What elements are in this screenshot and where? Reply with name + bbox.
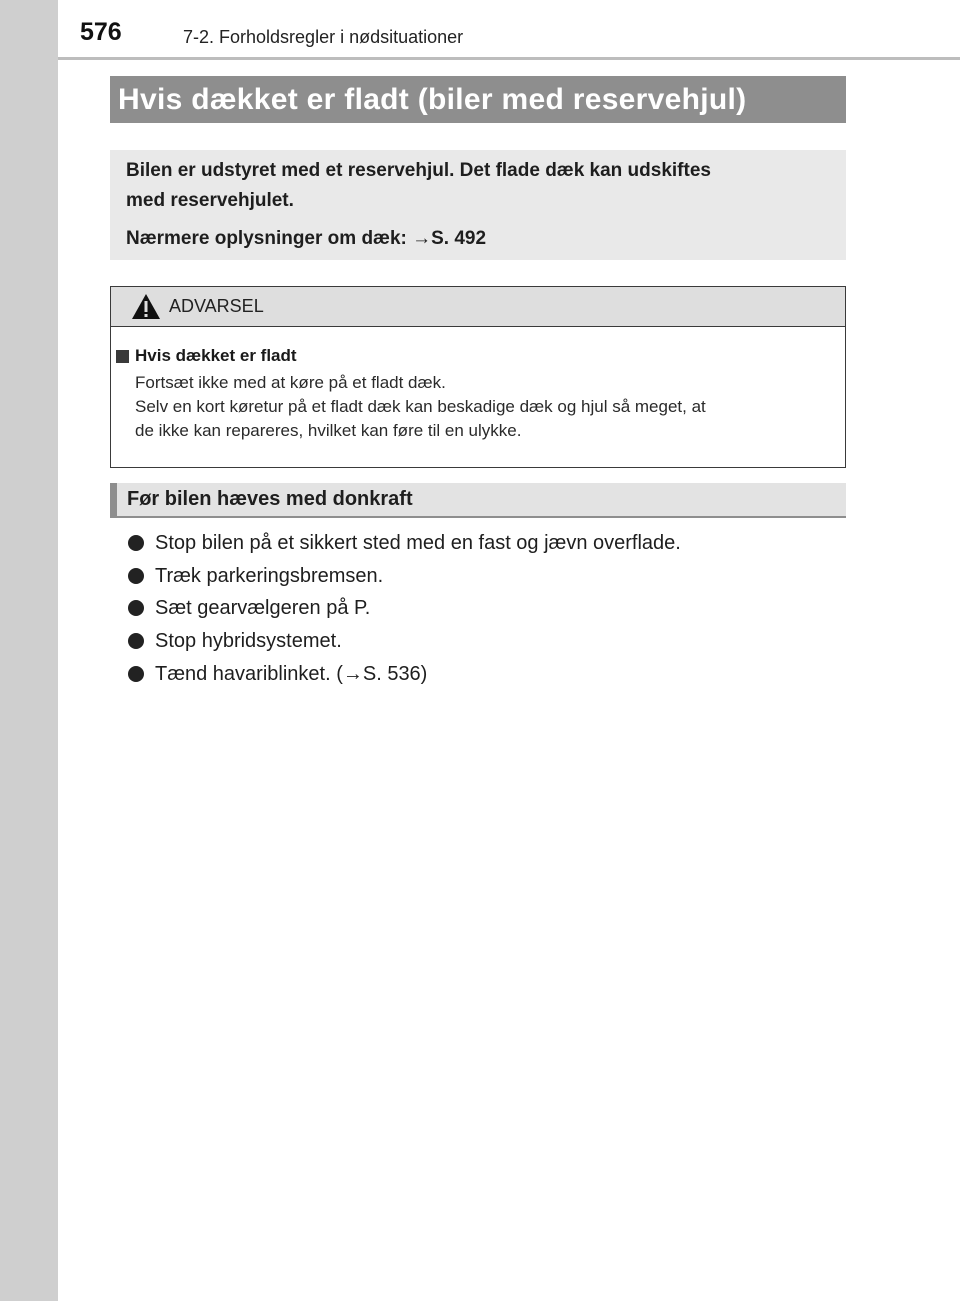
page-title: Hvis dækket er fladt (biler med reservehjul) [110,76,846,123]
list-item [127,658,847,691]
page-number: 576 [80,18,122,46]
list-item [127,625,847,658]
heading-accent-bar [110,483,117,516]
list-item [127,592,847,625]
intro-line-2: med reservehjulet. [126,190,294,211]
square-bullet-icon [116,350,129,363]
warning-line-2: Selv en kort køretur på et fladt dæk kan beskadige dæk og hjul så meget, at [135,397,706,416]
warning-line-3: de ikke kan repareres, hvilket kan føre til en ulykke. [135,421,522,440]
intro-box [110,150,846,260]
page-edge-bar [0,0,58,1301]
bullet-icon [128,600,144,616]
list-item-text: Stop hybridsystemet. [155,630,342,653]
bullet-icon [128,633,144,649]
section-path: 7-2. Forholdsregler i nødsituationer [183,27,464,47]
intro-reference: Nærmere oplysninger om dæk: →S. 492 [126,228,487,249]
bullet-icon [128,535,144,551]
warning-subheading [111,343,845,369]
list-item [127,527,847,560]
warning-box [110,286,846,468]
warning-label: ADVARSEL [169,296,264,316]
step-list [127,527,847,691]
list-item [127,560,847,593]
warning-line-1: Fortsæt ikke med at køre på et fladt dæk. [135,373,446,392]
intro-line-1: Bilen er udstyret med et reservehjul. Det flade dæk kan udskiftes [126,160,711,181]
header-rule [58,57,960,60]
section-heading-text: Før bilen hæves med donkraft [127,488,413,510]
warning-header [111,287,845,327]
section-heading [110,483,846,518]
list-item-text: Sæt gearvælgeren på P. [155,597,371,620]
list-item-text: Træk parkeringsbremsen. [155,564,384,587]
bullet-icon [128,666,144,682]
warning-body [111,327,845,443]
warning-text [111,371,845,443]
bullet-icon [128,568,144,584]
warning-triangle-icon [131,293,161,320]
list-item-text: Tænd havariblinket. (→S. 536) [155,662,428,685]
warning-subheading-text: Hvis dækket er fladt [135,346,297,365]
list-item-text: Stop bilen på et sikkert sted med en fast og jævn overflade. [155,532,681,554]
